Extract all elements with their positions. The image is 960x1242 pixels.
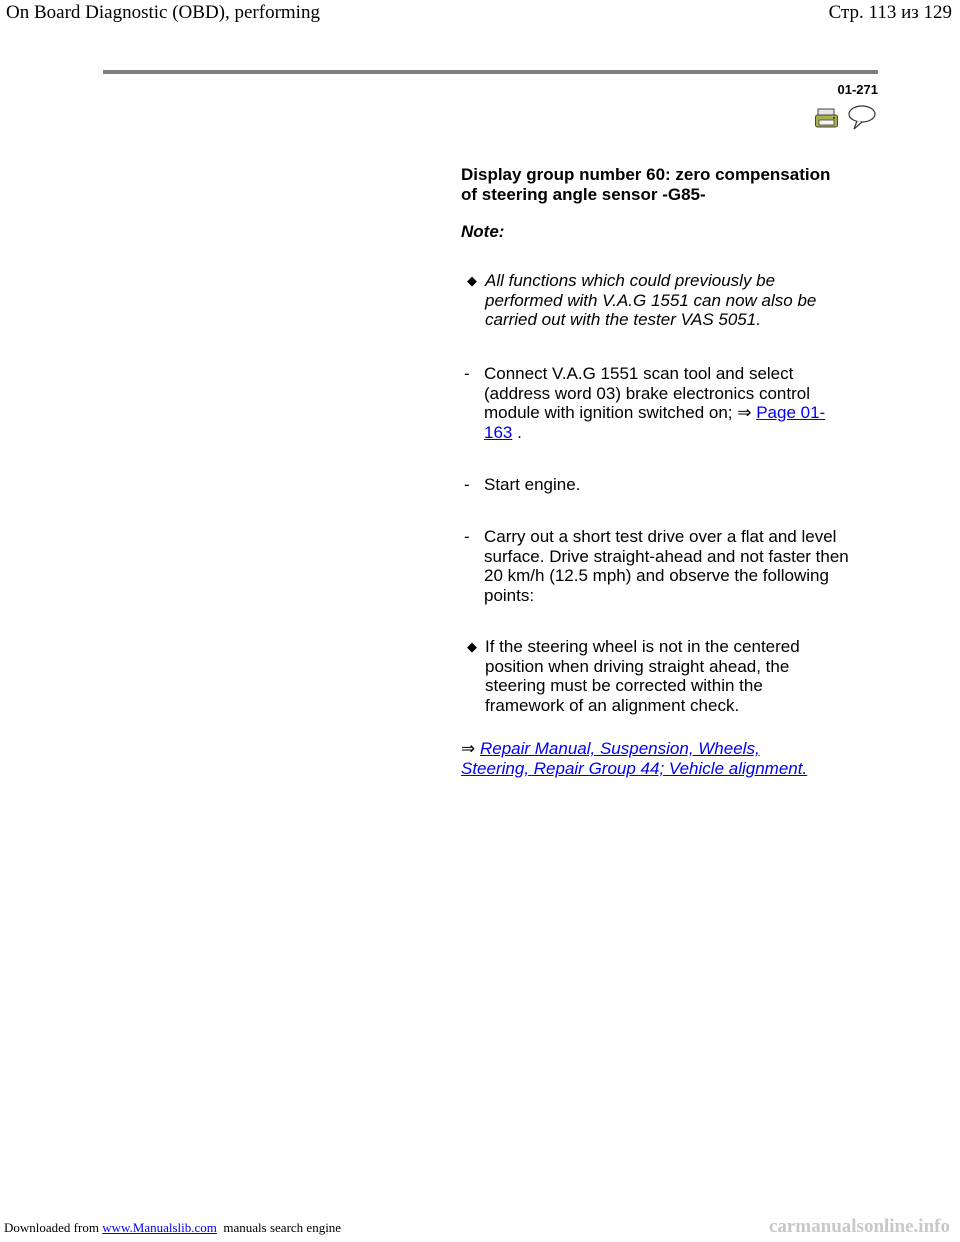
text-line: If the steering wheel is not in the centered	[485, 637, 800, 656]
toolbar-icons	[815, 103, 879, 133]
text-line: Connect V.A.G 1551 scan tool and select	[484, 364, 794, 383]
printer-icon[interactable]	[816, 109, 838, 127]
step-connect-scan-tool	[464, 364, 825, 442]
step-text	[484, 527, 849, 605]
text-line	[461, 759, 807, 779]
steering-bullet	[467, 637, 800, 715]
footer-text: Downloaded from	[4, 1220, 103, 1235]
repair-manual-link[interactable]: Repair Manual, Suspension, Wheels,	[479, 739, 760, 758]
diamond-bullet-icon: ◆	[467, 273, 477, 288]
text-line: surface. Drive straight-ahead and not faster then	[484, 546, 849, 566]
arrow-icon: ⇒	[461, 739, 480, 758]
text-span: .	[512, 422, 522, 442]
text-line: All functions which could previously be	[485, 271, 776, 290]
step-text: Start engine.	[484, 475, 581, 494]
text-line: steering must be corrected within the	[485, 676, 763, 695]
note-label: Note:	[461, 222, 505, 241]
note-bullet	[467, 271, 816, 330]
step-dash: -	[464, 475, 470, 494]
text-line	[484, 403, 825, 423]
text-line	[461, 739, 807, 759]
text-line: points:	[484, 585, 535, 605]
text-line: position when driving straight ahead, the	[485, 656, 790, 676]
page-reference-link[interactable]: Page 01-	[756, 403, 826, 422]
repair-manual-link-cont[interactable]: Steering, Repair Group 44; Vehicle alignment.	[461, 758, 808, 778]
heading-line: Display group number 60: zero compensation	[461, 165, 831, 184]
step-dash: -	[464, 364, 470, 383]
note-bullet-text	[485, 271, 816, 330]
page-counter: Стр. 113 из 129	[828, 2, 952, 23]
text-line: (address word 03) brake electronics control	[484, 383, 810, 403]
page-number: 01-271	[837, 82, 878, 97]
step-test-drive	[464, 527, 849, 605]
window-title: On Board Diagnostic (OBD), performing	[6, 2, 320, 23]
heading-line: of steering angle sensor -G85-	[461, 184, 706, 204]
manualslib-link[interactable]: www.Manualslib.com	[102, 1220, 217, 1235]
section-heading	[461, 165, 830, 204]
step-start-engine	[464, 475, 580, 495]
text-line: Carry out a short test drive over a flat and level	[484, 527, 837, 546]
speech-bubble-icon[interactable]	[849, 106, 875, 129]
text-span: module with ignition switched on; ⇒	[484, 403, 757, 422]
step-dash: -	[464, 527, 470, 546]
steering-bullet-text	[485, 637, 800, 715]
header-divider	[103, 70, 878, 74]
text-line: 20 km/h (12.5 mph) and observe the following	[484, 566, 829, 585]
text-line: framework of an alignment check.	[485, 695, 740, 715]
icon-group	[815, 103, 879, 133]
watermark: carmanualsonline.info	[768, 1216, 950, 1237]
diamond-bullet-icon: ◆	[467, 639, 477, 654]
repair-manual-reference	[461, 739, 807, 778]
footer-text: manuals search engine	[216, 1220, 342, 1235]
text-line: carried out with the tester VAS 5051.	[485, 310, 761, 329]
download-credit	[4, 1220, 341, 1236]
text-line	[484, 423, 825, 443]
page-reference-link-cont[interactable]: 163	[484, 422, 513, 442]
text-line: performed with V.A.G 1551 can now also be	[485, 290, 817, 310]
step-text	[484, 364, 825, 442]
